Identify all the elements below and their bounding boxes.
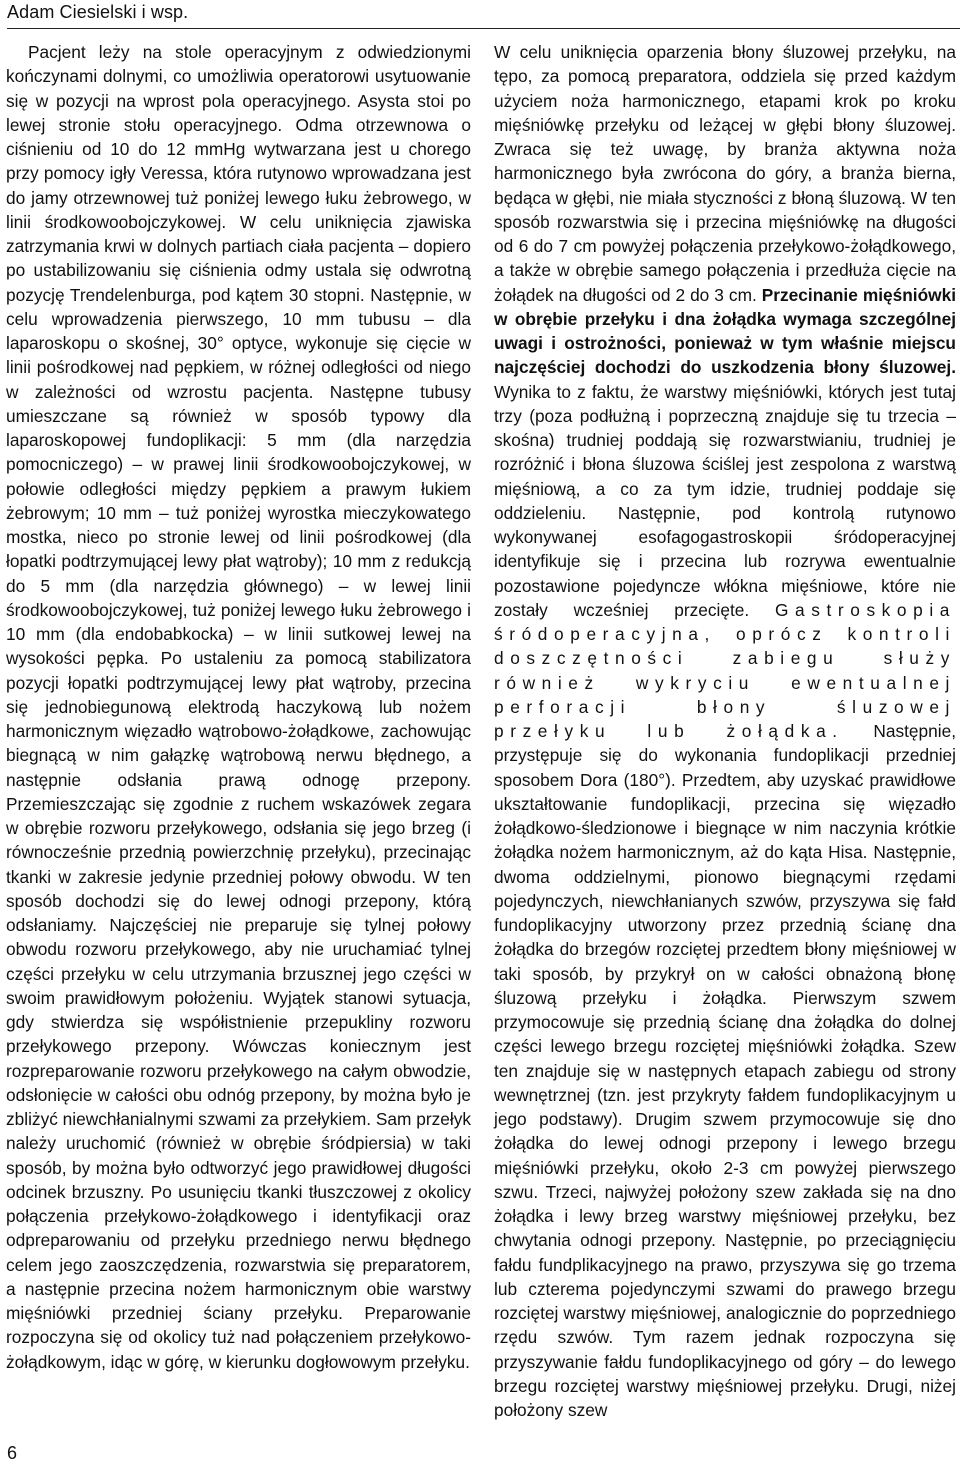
header-rule <box>7 28 960 29</box>
body-paragraph-continued <box>494 40 956 1422</box>
body-text: W celu uniknięcia oparzenia błony śluzowej przełyku, na tępo, za pomocą preparatora, oddziela się przed każdym użyciem noża harmonicznego, etapami krok po kroku mięśniówkę przełyku od leżącej w głębi błony śluzowej. Zwraca się też uwagę, by branża aktywna noża harmonicznego była zwrócona do góry, a branża bierna, będąca w głębi, nie miała styczności z błoną śluzową. W ten sposób rozwarstwia się i przecina mięśniówkę na długości od 6 do 7 cm powyżej połączenia przełykowo-żołądkowego, a także w obrębie samego połączenia i przedłuża cięcie na żołądek na długości od 2 do 3 cm. <box>494 42 956 305</box>
body-paragraph: Pacjent leży na stole operacyjnym z odwiedzionymi kończynami dolnymi, co umożliwia operatorowi usytuowanie się w pozycji na wprost pola operacyjnego. Asysta stoi po lewej stronie stołu operacyjnego. Odma otrzewnowa o ciśnieniu od 10 do 12 mmHg wytwarzana jest u chorego przy pomocy igły Veressa, która rutynowo wprowadzana jest do jamy otrzewnowej tuż poniżej lewego łuku żebrowego, w linii środkowoobojczykowej. W celu uniknięcia zjawiska zatrzymania krwi w dolnych partiach ciała pacjenta – dopiero po ustabilizowaniu się ciśnienia odmy ustala się odwrotną pozycję Trendelenburga, pod kątem 30 stopni. Następnie, w celu wprowadzenia pierwszego, 10 mm tubusu – dla laparoskopu o skośnej, 30° optyce, wykonuje się cięcie w linii pośrodkowej nad pępkiem, w różnej odległości od niego w zależności od wzrostu pacjenta. Następne tubusy umieszczane są również w sposób typowy dla laparoskopowej fundoplikacji: 5 mm (dla narzędzia pomocniczego) – w prawej linii środkowoobojczykowej, w połowie odległości między pępkiem a prawym łukiem żebrowym; 10 mm – tuż poniżej wyrostka mieczykowatego mostka, nieco po stronie lewej od linii pośrodkowej (dla łopatki podtrzymującej lewy płat wątroby); 10 mm z redukcją do 5 mm (dla narzędzia głównego) – w lewej linii środkowoobojczykowej, tuż poniżej lewego łuku żebrowego i 10 mm (dla endobabkocka) – w linii sutkowej lewej na wysokości pępka. Po ustaleniu za pomocą stabilizatora pozycji łopatki podtrzymującej lewy płat wątroby, przecina się jednobiegunową elektrodą haczykową lub nożem harmonicznym więzadło wątrobowo-żołądkowe, zachowując biegnącą w nim gałązkę wątrobową nerwu błędnego, a następnie odsłania prawą odnogę przepony. Przemieszczając się zgodnie z ruchem wskazówek zegara w obrębie rozworu przełykowego, odsłania się jego brzeg (i równocześnie przednią powierzchnię przełyku), przecinając tkanki w zakresie jedynie przedniej połowy obwodu. W ten sposób dochodzi się do lewej odnogi przepony, którą odsłaniamy. Najczęściej nie preparuje się tylnej połowy obwodu rozworu przełykowego, aby nie uruchamiać tylnej części przełyku w celu utrzymania brzusznej jego części w swoim prawidłowym położeniu. Wyjątek stanowi sytuacja, gdy stwierdza się współistnienie przepukliny rozworu przełykowego przepony. Wówczas koniecznym jest rozpreparowanie rozworu przełykowego na całym obwodzie, odsłonięcie w całości obu odnóg przepony, by można było je zbliżyć niewchłanialnymi szwami za przełykiem. Sam przełyk należy uruchomić (również w obrębie śródpiersia) w taki sposób, by można było odtworzyć jego prawidłowej długości odcinek brzuszny. Po usunięciu tkanki tłuszczowej z okolicy połączenia przełykowo-żołądkowego i identyfikacji oraz odpreparowaniu od przełyku przedniego nerwu błędnego celem jego zaoszczędzenia, rozwarstwia się preparatorem, a następnie przecina nożem harmonicznym obie warstwy mięśniówki przedniej ściany przełyku. Preparowanie rozpoczyna się od okolicy tuż nad połączeniem przełykowo-żołądkowym, idąc w górę, w kierunku dogłowowym przełyku. <box>6 42 471 1372</box>
bold-emphasis-text: Przecinanie mięśniówki w obrębie przełyku i dna żołądka wymaga szczególnej uwagi i ostrożności, ponieważ w tym właśnie miejscu najczęściej dochodzi do uszkodzenia błony śluzowej. <box>494 284 956 378</box>
right-column <box>494 40 956 1422</box>
running-head: Adam Ciesielski i wsp. <box>7 2 189 22</box>
body-text: Wynika to z faktu, że warstwy mięśniówki, których jest tutaj trzy (poza podłużną i poprzeczną znajduje się tu trzecia – skośna) trudniej poddają się rozwarstwianiu, trudniej je rozróżnić i błona śluzowa ściślej jest zespolona z warstwą mięśniową, a co za tym idzie, trudniej poddaje się oddzieleniu. Następnie, pod kontrolą rutynowo wykonywanej esofagogastroskopii śródoperacyjnej identyfikuje się i przecina lub rozrywa ewentualnie pozostawione pojedyncze włókna mięśniowe, które nie zostały wcześniej przecięte. <box>494 381 956 620</box>
letterspaced-emphasis-text: Gastroskopia śródoperacyjna, oprócz kontroli doszczętności zabiegu służy również wykryciu ewentualnej perforacji błony śluzowej przełyku lub żołądka. <box>494 599 956 741</box>
left-column <box>6 40 471 1374</box>
body-text: Następnie, przystępuje się do wykonania fundoplikacji przedniej sposobem Dora (180°). Przedtem, aby uzyskać prawidłowe ukształtowanie fundoplikacji, przecina się więzadło żołądkowo-śledzionowe i biegnące w nim naczynia krótkie żołądka nożem harmonicznym, aż do kąta Hisa. Następnie, dwoma oddzielnymi, pionowo biegnącymi rzędami pojedynczych, niewchłanianych szwów, przyszywa się fałd fundoplikacyjny utworzony przez przednią ścianę dna żołądka do brzegów rozciętej przedtem błony mięśniowej w taki sposób, by przykrył on w całości obnażoną błonę śluzową przełyku i żołądka. Pierwszym szwem przymocowuje się przednią ścianę dna żołądka do dolnej części lewego brzegu rozciętej mięśniówki żołądka. Szew ten znajduje się w następnych etapach zabiegu od strony wewnętrznej (tzn. jest przykryty fałdem fundoplikacyjnym u jego podstawy). Drugim szwem przymocowuje się dno żołądka do lewej odnogi przepony i lewego brzegu mięśniówki przełyku, około 2-3 cm powyżej pierwszego szwu. Trzeci, najwyżej położony szew zakłada się na dno żołądka i lewy brzeg warstwy mięśniowej przełyku, bez chwytania odnogi przepony. Następnie, po przeciągnięciu fałdu fundplikacyjnego na prawo, przyszywa się go trzema lub czterema pojedynczymi szwami do prawego brzegu rozciętej warstwy mięśniowej, analogicznie do poprzedniego rzędu szwów. Tym razem jednak rozpoczyna się przyszywanie fałdu fundoplikacyjnego od góry – do lewego brzegu rozciętej warstwy mięśniowej przełyku. Drugi, niżej położony szew <box>494 721 957 1420</box>
page-number: 6 <box>7 1443 18 1463</box>
